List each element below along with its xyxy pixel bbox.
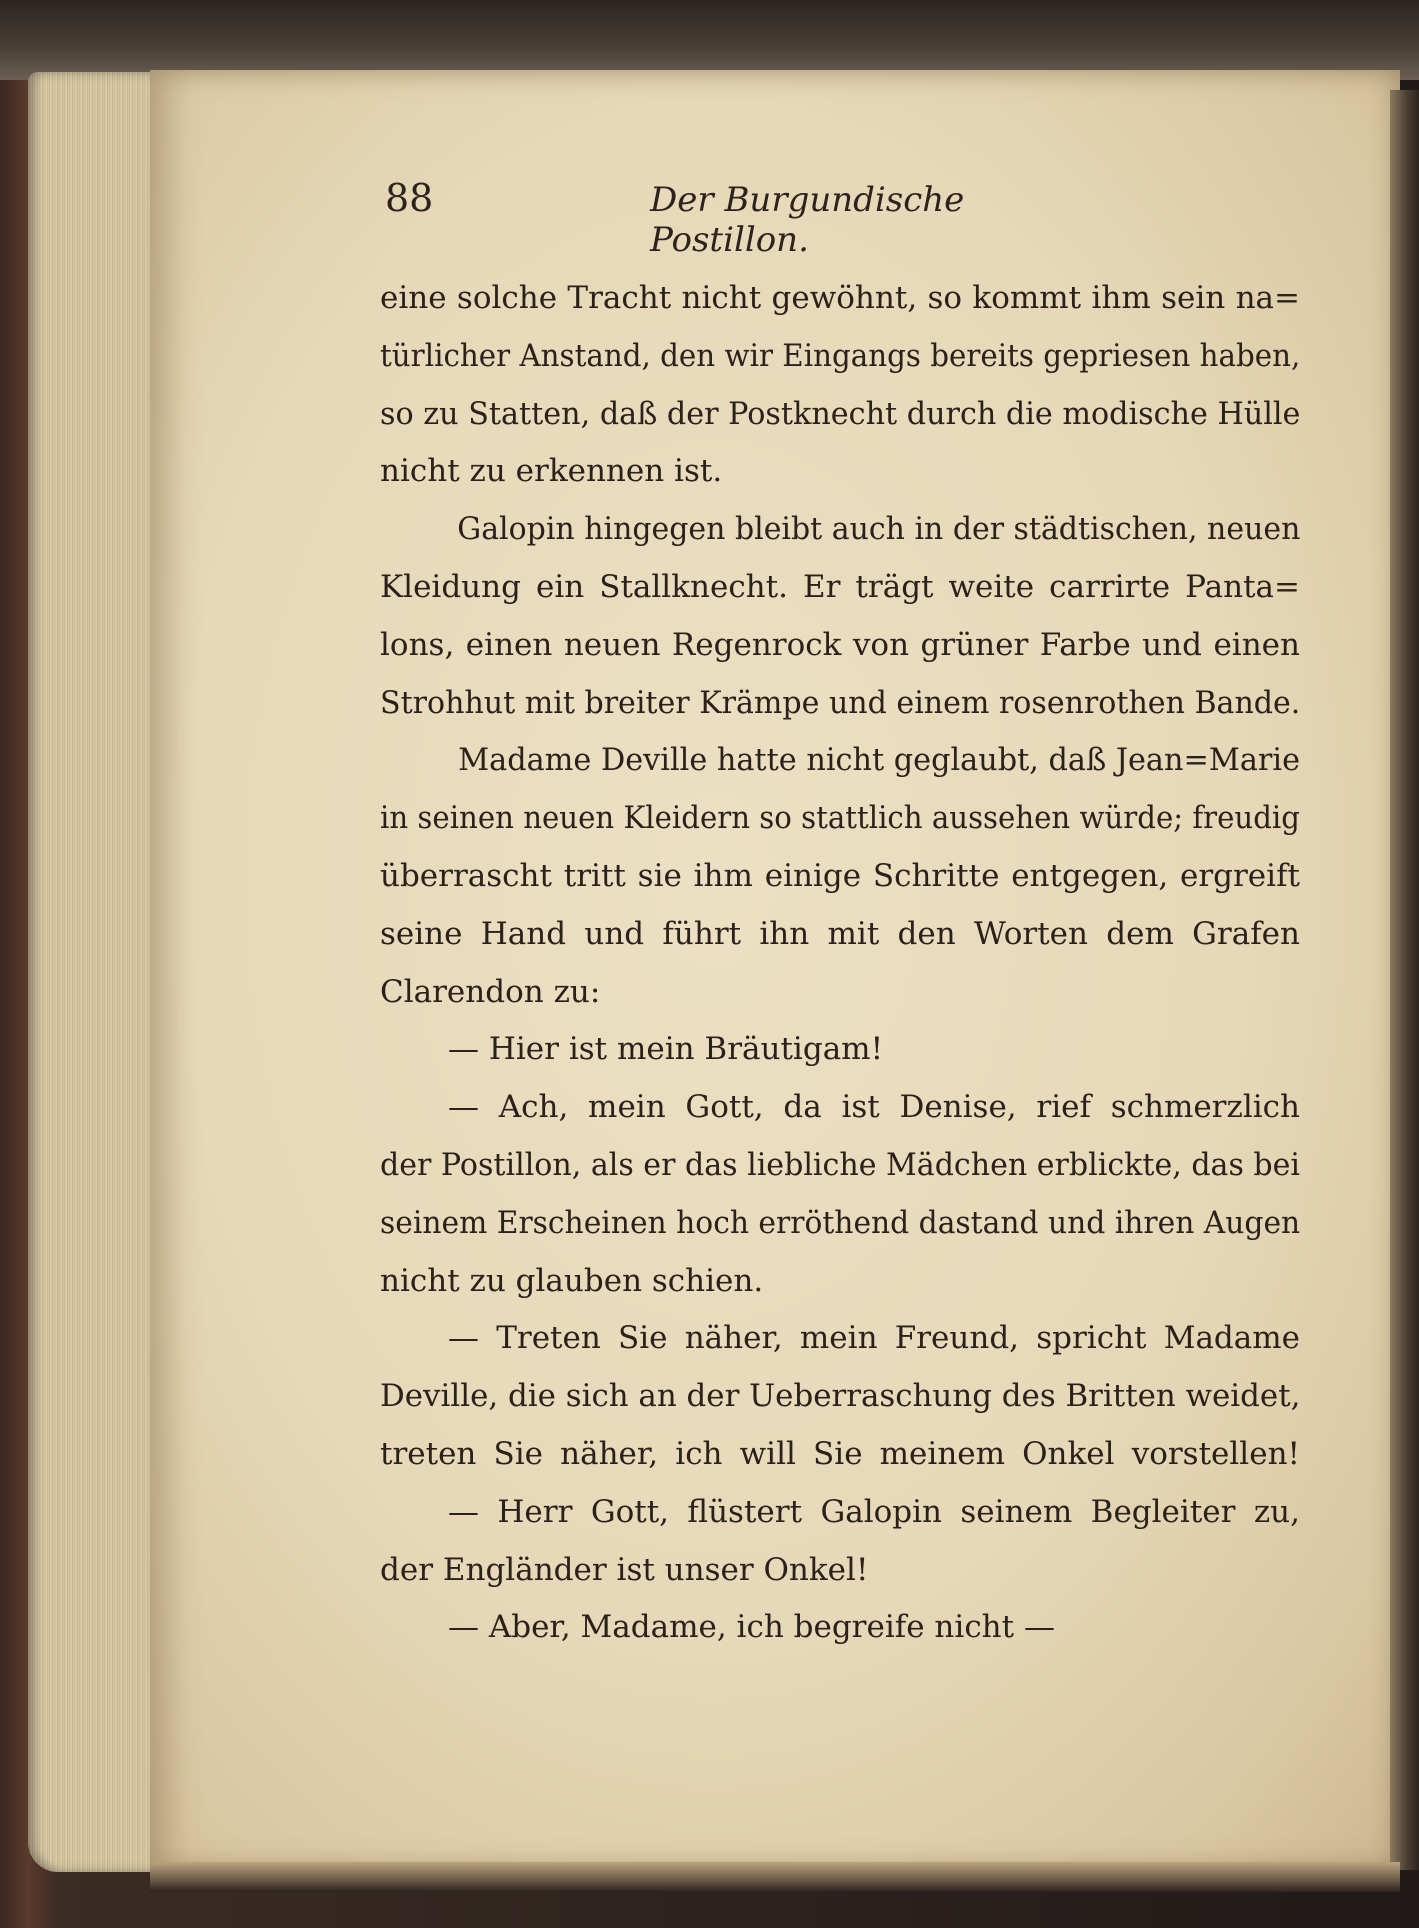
text-line: — Ach, mein Gott, da ist Denise, rief schmerzlich <box>448 1089 1300 1126</box>
text-line: — Herr Gott, flüstert Galopin seinem Begleiter zu, <box>448 1493 1300 1530</box>
text-line: — Hier ist mein Bräutigam! <box>448 1031 884 1068</box>
text-line: türlicher Anstand, den wir Eingangs bereits gepriesen haben, <box>380 337 1301 374</box>
text-line: — Aber, Madame, ich begreife nicht — <box>448 1609 1055 1646</box>
text-line: lons, einen neuen Regenrock von grüner Farbe und einen <box>380 626 1300 663</box>
text-line: Strohhut mit breiter Krämpe und einem rosenrothen Bande. <box>380 684 1301 721</box>
text-line: — Treten Sie näher, mein Freund, spricht Madame <box>448 1320 1300 1357</box>
page-number: 88 <box>385 176 434 220</box>
text-line: so zu Statten, daß der Postknecht durch die modische Hülle <box>380 395 1301 432</box>
body-text <box>380 270 1300 1657</box>
page-bottom-edge <box>150 1862 1400 1892</box>
text-line: Deville, die sich an der Ueberraschung des Britten weidet, <box>380 1378 1301 1415</box>
running-title: Der Burgundische Postillon. <box>650 180 965 260</box>
text-line: der Engländer ist unser Onkel! <box>380 1551 869 1588</box>
page-header <box>385 176 1085 260</box>
text-line: seine Hand und führt ihn mit den Worten dem Grafen <box>380 915 1300 952</box>
text-line: in seinen neuen Kleidern so stattlich aussehen würde; freudig <box>380 800 1300 837</box>
book-top-edge <box>0 0 1419 80</box>
page-right-shadow <box>1390 90 1419 1870</box>
text-line: Galopin hingegen bleibt auch in der städtischen, neuen <box>457 511 1301 548</box>
text-line: nicht zu erkennen ist. <box>380 453 723 490</box>
text-line: treten Sie näher, ich will Sie meinem Onkel vorstellen! <box>380 1435 1300 1472</box>
text-line: Clarendon zu: <box>380 973 601 1010</box>
text-line: Kleidung ein Stallknecht. Er trägt weite carrirte Panta= <box>380 568 1300 605</box>
page-edges <box>28 72 168 1872</box>
text-line: Madame Deville hatte nicht geglaubt, daß Jean=Marie <box>458 742 1301 779</box>
text-line: nicht zu glauben schien. <box>380 1262 764 1299</box>
text-line: überrascht tritt sie ihm einige Schritte entgegen, ergreift <box>380 857 1300 894</box>
text-line: seinem Erscheinen hoch erröthend dastand und ihren Augen <box>380 1204 1301 1241</box>
text-line: der Postillon, als er das liebliche Mädchen erblickte, das bei <box>380 1146 1301 1183</box>
text-line: eine solche Tracht nicht gewöhnt, so kommt ihm sein na= <box>380 280 1300 316</box>
